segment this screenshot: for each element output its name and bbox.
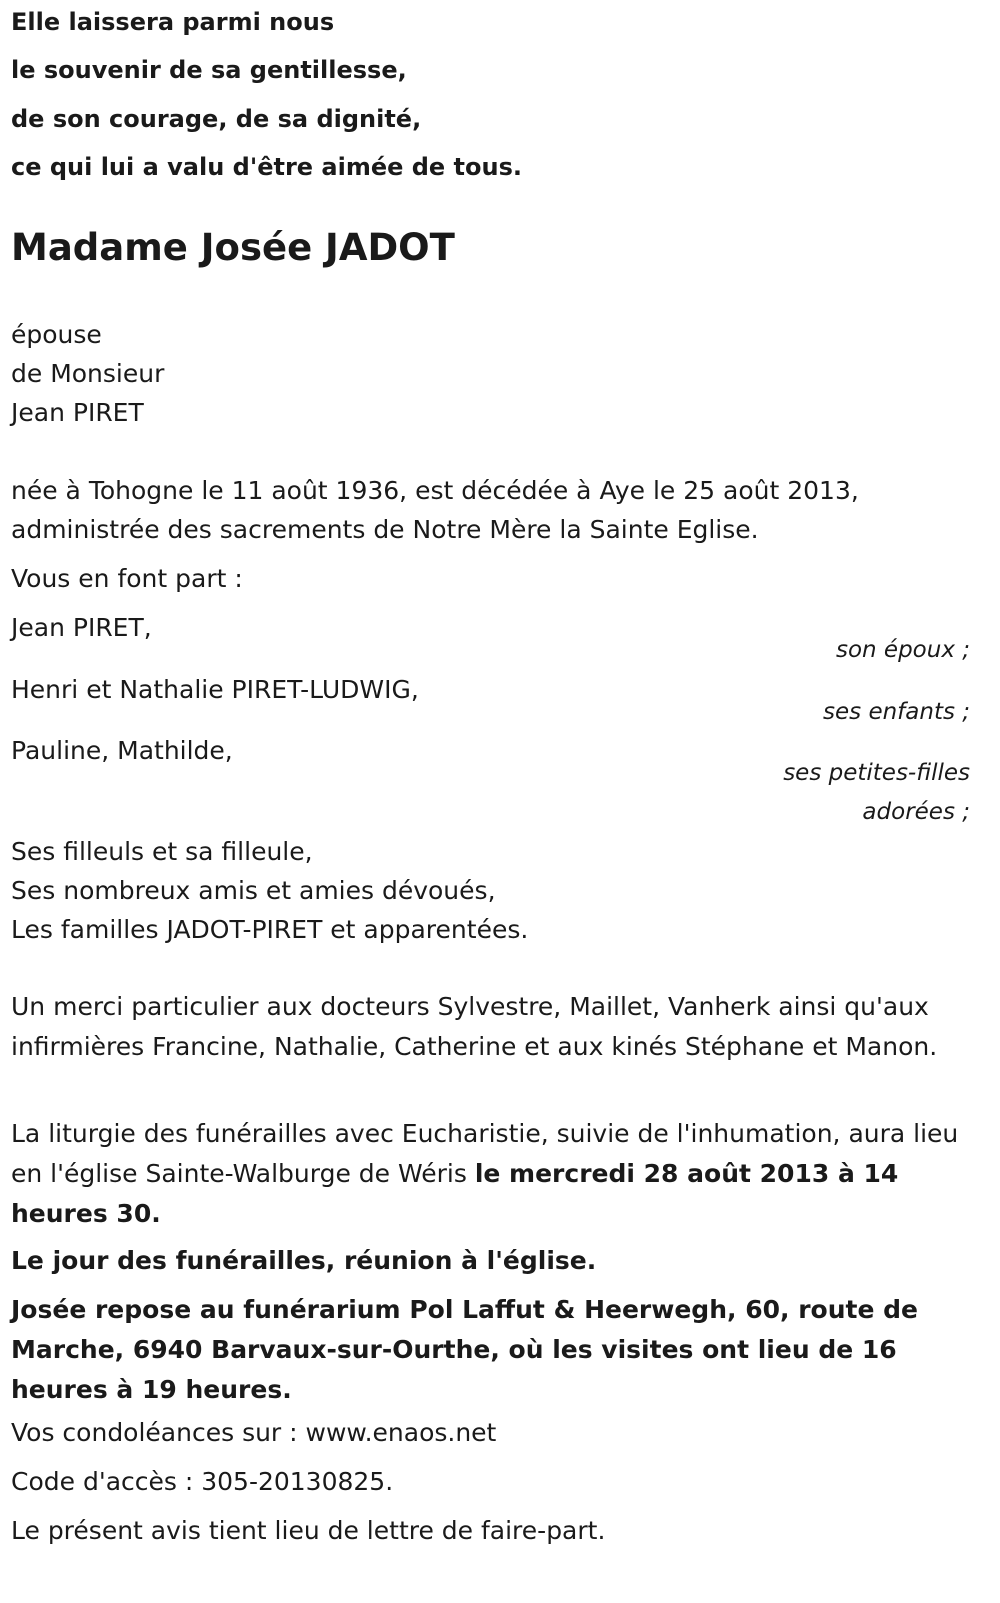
spouse-line: épouse bbox=[11, 320, 102, 349]
family-role: ses petites-filles bbox=[783, 760, 970, 786]
liturgy-text: La liturgie des funérailles avec Eucharistie, suivie de l'inhumation, aura lieu en l'église Sainte-Walburge de Wéris bbox=[11, 1119, 959, 1188]
other-mourners-line: Ses nombreux amis et amies dévoués, bbox=[11, 876, 496, 905]
family-role: ses enfants ; bbox=[823, 699, 970, 725]
family-role: adorées ; bbox=[862, 799, 970, 825]
verse-line: de son courage, de sa dignité, bbox=[11, 105, 422, 133]
other-mourners-line: Ses filleuls et sa filleule, bbox=[11, 837, 313, 866]
verse-line: ce qui lui a valu d'être aimée de tous. bbox=[11, 153, 523, 181]
verse-line: Elle laissera parmi nous bbox=[11, 8, 335, 36]
gathering-text: Le jour des funérailles, réunion à l'église. bbox=[11, 1246, 597, 1275]
verse-line: le souvenir de sa gentillesse, bbox=[11, 56, 407, 84]
liturgy-date: le mercredi 28 août 2013 à 14 heures 30. bbox=[11, 1159, 899, 1228]
condolences-text: Vos condoléances sur : www.enaos.net bbox=[11, 1418, 497, 1447]
announce-text: Vous en font part : bbox=[11, 564, 243, 593]
birth-death-line: née à Tohogne le 11 août 1936, est décédée à Aye le 25 août 2013, bbox=[11, 476, 859, 505]
repose-paragraph: Josée repose au funérarium Pol Laffut & Heerwegh, 60, route de Marche, 6940 Barvaux-sur-Ourthe, où les visites ont lieu de 16 heures à 19 heures. bbox=[11, 1295, 918, 1404]
thanks-paragraph: Un merci particulier aux docteurs Sylvestre, Maillet, Vanherk ainsi qu'aux infirmières Francine, Nathalie, Catherine et aux kinés Stéphane et Manon. bbox=[11, 992, 938, 1061]
birth-death-line: administrée des sacrements de Notre Mère la Sainte Eglise. bbox=[11, 515, 759, 544]
closing-text: Le présent avis tient lieu de lettre de faire-part. bbox=[11, 1516, 606, 1545]
liturgy-paragraph bbox=[11, 1114, 970, 1234]
access-code-text: Code d'accès : 305-20130825. bbox=[11, 1467, 394, 1496]
family-names: Henri et Nathalie PIRET-LUDWIG, bbox=[11, 675, 419, 704]
other-mourners-line: Les familles JADOT-PIRET et apparentées. bbox=[11, 915, 529, 944]
spouse-line: de Monsieur bbox=[11, 359, 165, 388]
deceased-name: Madame Josée JADOT bbox=[11, 226, 455, 269]
family-names: Pauline, Mathilde, bbox=[11, 736, 233, 765]
family-role: son époux ; bbox=[835, 637, 970, 663]
spouse-line: Jean PIRET bbox=[11, 398, 144, 427]
family-names: Jean PIRET, bbox=[11, 613, 152, 642]
